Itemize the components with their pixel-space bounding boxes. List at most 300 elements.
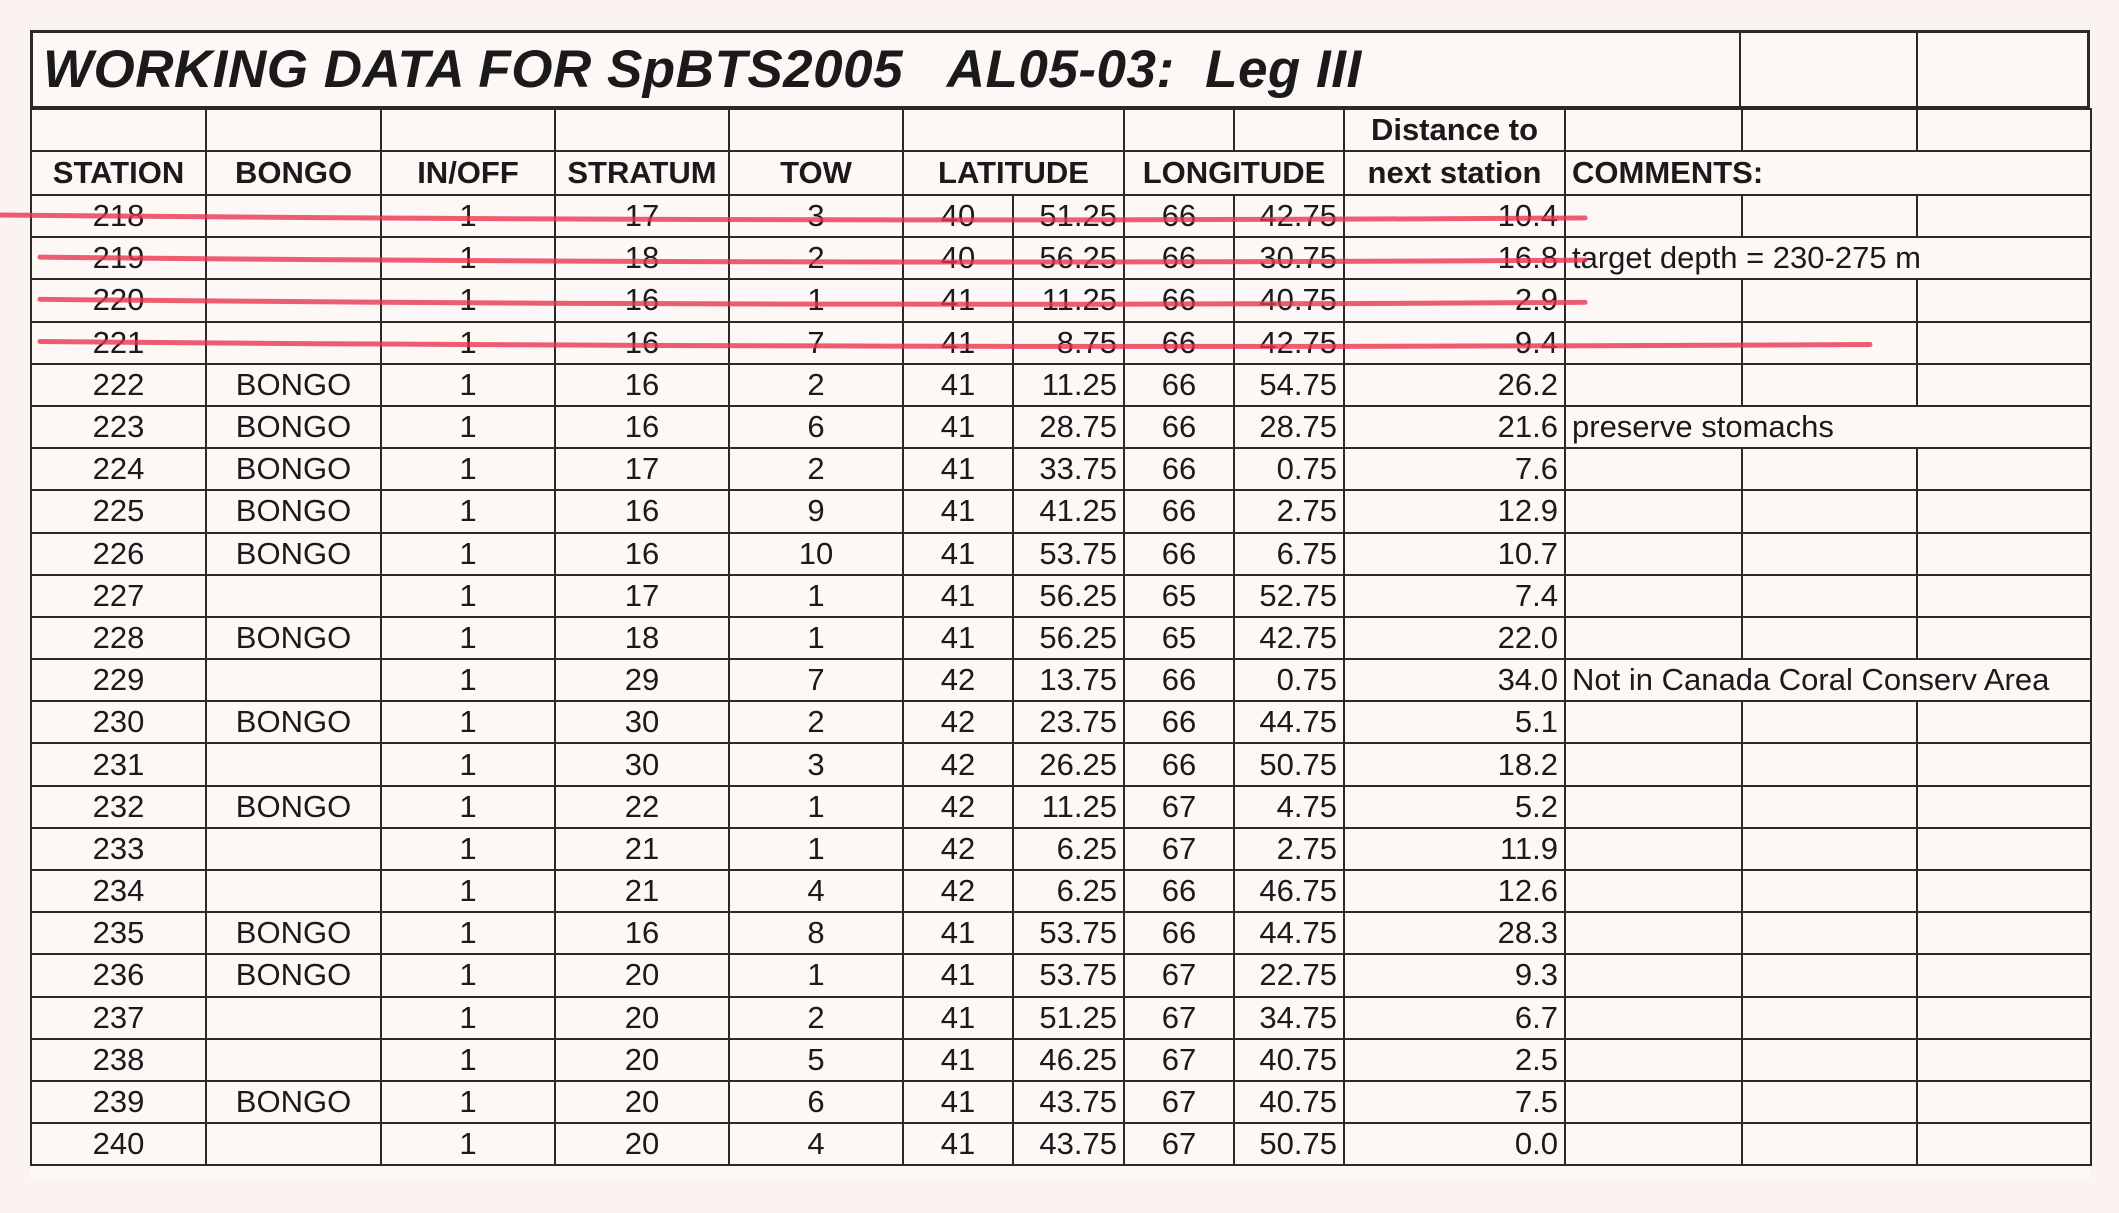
tow-cell: 2 [729,237,903,279]
distance-cell: 34.0 [1344,659,1565,701]
longitude-degrees-cell: 66 [1124,743,1234,785]
table-row [31,786,2091,828]
empty-cell [1742,828,1917,870]
station-cell: 226 [31,533,206,575]
station-cell: 238 [31,1039,206,1081]
distance-cell: 10.4 [1344,195,1565,237]
bongo-cell: BONGO [206,701,381,743]
latitude-degrees-cell: 41 [903,1123,1013,1165]
longitude-minutes-cell: 46.75 [1234,870,1344,912]
table-row [31,617,2091,659]
longitude-minutes-cell: 0.75 [1234,659,1344,701]
table-row [31,659,2091,701]
longitude-minutes-cell: 30.75 [1234,237,1344,279]
latitude-degrees-cell: 42 [903,870,1013,912]
empty-cell [1917,195,2091,237]
distance-cell: 7.6 [1344,448,1565,490]
header-blank [555,109,729,151]
empty-cell [1917,364,2091,406]
tow-cell: 4 [729,1123,903,1165]
tow-cell: 6 [729,406,903,448]
comment-cell [1565,1081,1742,1123]
empty-cell [1742,448,1917,490]
empty-cell [1742,870,1917,912]
latitude-minutes-cell: 56.25 [1013,575,1124,617]
in-off-cell: 1 [381,448,555,490]
tow-cell: 10 [729,533,903,575]
tow-cell: 4 [729,870,903,912]
stratum-cell: 18 [555,617,729,659]
comment-cell [1565,997,1742,1039]
station-cell: 231 [31,743,206,785]
comment-cell [1565,195,1742,237]
empty-cell [1742,1123,1917,1165]
latitude-minutes-cell: 8.75 [1013,322,1124,364]
empty-cell [1917,533,2091,575]
comment-cell [1565,490,1742,532]
in-off-cell: 1 [381,364,555,406]
in-off-cell: 1 [381,1123,555,1165]
comment-cell [1565,912,1742,954]
tow-cell: 2 [729,448,903,490]
header-row-top [31,109,2091,151]
in-off-cell: 1 [381,195,555,237]
empty-cell [1742,617,1917,659]
longitude-degrees-cell: 67 [1124,954,1234,996]
comment-cell [1565,786,1742,828]
station-cell: 230 [31,701,206,743]
longitude-degrees-cell: 66 [1124,490,1234,532]
bongo-cell: BONGO [206,1081,381,1123]
comments-header: COMMENTS: [1565,151,2091,195]
comment-cell [1565,1039,1742,1081]
station-cell: 223 [31,406,206,448]
longitude-degrees-cell: 66 [1124,364,1234,406]
distance-cell: 0.0 [1344,1123,1565,1165]
latitude-degrees-cell: 40 [903,237,1013,279]
distance-cell: 7.4 [1344,575,1565,617]
tow-cell: 2 [729,997,903,1039]
bongo-cell [206,575,381,617]
latitude-degrees-cell: 41 [903,448,1013,490]
longitude-degrees-cell: 67 [1124,1123,1234,1165]
empty-cell [1917,1081,2091,1123]
table-row [31,701,2091,743]
stratum-cell: 17 [555,195,729,237]
latitude-degrees-cell: 41 [903,997,1013,1039]
station-cell: 239 [31,1081,206,1123]
latitude-degrees-cell: 42 [903,786,1013,828]
distance-cell: 2.5 [1344,1039,1565,1081]
table-body [31,195,2091,1165]
table-row [31,954,2091,996]
longitude-degrees-cell: 66 [1124,701,1234,743]
longitude-degrees-cell: 67 [1124,786,1234,828]
longitude-minutes-cell: 42.75 [1234,322,1344,364]
empty-cell [1742,279,1917,321]
latitude-degrees-cell: 41 [903,279,1013,321]
stratum-header: STRATUM [555,151,729,195]
in-off-cell: 1 [381,828,555,870]
longitude-minutes-cell: 40.75 [1234,1039,1344,1081]
in-off-cell: 1 [381,1081,555,1123]
in-off-cell: 1 [381,786,555,828]
in-off-cell: 1 [381,322,555,364]
distance-cell: 22.0 [1344,617,1565,659]
empty-cell [1917,279,2091,321]
stratum-cell: 29 [555,659,729,701]
latitude-minutes-cell: 53.75 [1013,912,1124,954]
empty-cell [1917,997,2091,1039]
longitude-minutes-cell: 2.75 [1234,490,1344,532]
comment-cell [1565,575,1742,617]
latitude-degrees-cell: 42 [903,701,1013,743]
longitude-degrees-cell: 66 [1124,322,1234,364]
latitude-minutes-cell: 56.25 [1013,237,1124,279]
empty-cell [1917,786,2091,828]
bongo-cell: BONGO [206,912,381,954]
title-blank-cell [1739,33,1916,106]
tow-cell: 6 [729,1081,903,1123]
table-row [31,490,2091,532]
tow-header: TOW [729,151,903,195]
stratum-cell: 20 [555,1039,729,1081]
stratum-cell: 22 [555,786,729,828]
longitude-minutes-cell: 44.75 [1234,912,1344,954]
empty-cell [1742,997,1917,1039]
longitude-degrees-cell: 66 [1124,912,1234,954]
tow-cell: 1 [729,279,903,321]
longitude-degrees-cell: 66 [1124,659,1234,701]
header-blank [206,109,381,151]
bongo-cell: BONGO [206,448,381,490]
latitude-minutes-cell: 6.25 [1013,828,1124,870]
comment-cell [1565,743,1742,785]
bongo-cell [206,870,381,912]
stratum-cell: 16 [555,533,729,575]
empty-cell [1917,448,2091,490]
stratum-cell: 16 [555,279,729,321]
longitude-minutes-cell: 50.75 [1234,743,1344,785]
longitude-minutes-cell: 40.75 [1234,1081,1344,1123]
in-off-cell: 1 [381,490,555,532]
bongo-cell [206,1039,381,1081]
longitude-header: LONGITUDE [1124,151,1344,195]
latitude-degrees-cell: 41 [903,533,1013,575]
longitude-degrees-cell: 66 [1124,870,1234,912]
bongo-header: BONGO [206,151,381,195]
empty-cell [1742,195,1917,237]
bongo-cell [206,1123,381,1165]
tow-cell: 1 [729,828,903,870]
station-cell: 233 [31,828,206,870]
table-row [31,1039,2091,1081]
in-off-cell: 1 [381,659,555,701]
empty-cell [1742,743,1917,785]
station-cell: 224 [31,448,206,490]
comment-cell [1565,533,1742,575]
latitude-degrees-cell: 41 [903,1039,1013,1081]
latitude-minutes-cell: 43.75 [1013,1123,1124,1165]
in-off-cell: 1 [381,406,555,448]
bongo-cell [206,322,381,364]
longitude-degrees-cell: 66 [1124,406,1234,448]
latitude-minutes-cell: 26.25 [1013,743,1124,785]
station-cell: 218 [31,195,206,237]
longitude-degrees-cell: 66 [1124,195,1234,237]
empty-cell [1917,1123,2091,1165]
longitude-degrees-cell: 67 [1124,1039,1234,1081]
latitude-minutes-cell: 46.25 [1013,1039,1124,1081]
in-off-cell: 1 [381,617,555,659]
latitude-minutes-cell: 53.75 [1013,954,1124,996]
distance-cell: 6.7 [1344,997,1565,1039]
in-off-cell: 1 [381,912,555,954]
table-row [31,195,2091,237]
station-cell: 225 [31,490,206,532]
header-blank [1742,109,1917,151]
distance-cell: 26.2 [1344,364,1565,406]
in-off-cell: 1 [381,279,555,321]
empty-cell [1742,701,1917,743]
station-cell: 221 [31,322,206,364]
bongo-cell [206,195,381,237]
tow-cell: 2 [729,701,903,743]
in-off-cell: 1 [381,533,555,575]
latitude-minutes-cell: 13.75 [1013,659,1124,701]
bongo-cell: BONGO [206,617,381,659]
header-blank [729,109,903,151]
header-blank [31,109,206,151]
empty-cell [1917,912,2091,954]
table-row [31,448,2091,490]
table-row [31,279,2091,321]
latitude-minutes-cell: 51.25 [1013,195,1124,237]
table-row [31,575,2091,617]
tow-cell: 1 [729,617,903,659]
latitude-degrees-cell: 42 [903,659,1013,701]
station-cell: 222 [31,364,206,406]
stratum-cell: 17 [555,575,729,617]
latitude-degrees-cell: 41 [903,322,1013,364]
empty-cell [1742,364,1917,406]
longitude-degrees-cell: 66 [1124,279,1234,321]
bongo-cell [206,743,381,785]
table-row [31,406,2091,448]
bongo-cell [206,659,381,701]
latitude-minutes-cell: 56.25 [1013,617,1124,659]
distance-cell: 7.5 [1344,1081,1565,1123]
tow-cell: 8 [729,912,903,954]
tow-cell: 3 [729,743,903,785]
tow-cell: 1 [729,575,903,617]
latitude-degrees-cell: 42 [903,828,1013,870]
tow-cell: 2 [729,364,903,406]
station-cell: 232 [31,786,206,828]
distance-cell: 10.7 [1344,533,1565,575]
empty-cell [1742,1039,1917,1081]
in-off-cell: 1 [381,997,555,1039]
longitude-minutes-cell: 34.75 [1234,997,1344,1039]
station-header: STATION [31,151,206,195]
bongo-cell [206,828,381,870]
latitude-minutes-cell: 51.25 [1013,997,1124,1039]
stratum-cell: 20 [555,1081,729,1123]
longitude-degrees-cell: 66 [1124,533,1234,575]
table-row [31,870,2091,912]
distance-header-top: Distance to [1344,109,1565,151]
stratum-cell: 16 [555,490,729,532]
distance-cell: 5.1 [1344,701,1565,743]
latitude-degrees-cell: 41 [903,1081,1013,1123]
bongo-cell: BONGO [206,364,381,406]
empty-cell [1742,575,1917,617]
latitude-degrees-cell: 41 [903,406,1013,448]
distance-cell: 12.6 [1344,870,1565,912]
longitude-degrees-cell: 65 [1124,617,1234,659]
tow-cell: 7 [729,659,903,701]
empty-cell [1917,954,2091,996]
stratum-cell: 21 [555,870,729,912]
header-blank [381,109,555,151]
table-row [31,1123,2091,1165]
bongo-cell [206,237,381,279]
in-off-cell: 1 [381,1039,555,1081]
tow-cell: 5 [729,1039,903,1081]
table-row [31,743,2091,785]
longitude-minutes-cell: 22.75 [1234,954,1344,996]
stratum-cell: 20 [555,1123,729,1165]
tow-cell: 9 [729,490,903,532]
station-cell: 227 [31,575,206,617]
latitude-minutes-cell: 53.75 [1013,533,1124,575]
in-off-cell: 1 [381,870,555,912]
empty-cell [1917,743,2091,785]
bongo-cell: BONGO [206,786,381,828]
comment-cell [1565,954,1742,996]
longitude-degrees-cell: 65 [1124,575,1234,617]
comment-cell [1565,279,1742,321]
empty-cell [1742,912,1917,954]
empty-cell [1917,322,2091,364]
bongo-cell [206,997,381,1039]
empty-cell [1742,533,1917,575]
stratum-cell: 18 [555,237,729,279]
empty-cell [1917,575,2091,617]
distance-header: next station [1344,151,1565,195]
distance-cell: 18.2 [1344,743,1565,785]
comment-cell: preserve stomachs [1565,406,2091,448]
station-table [30,108,2092,1166]
longitude-degrees-cell: 67 [1124,997,1234,1039]
latitude-minutes-cell: 33.75 [1013,448,1124,490]
station-cell: 220 [31,279,206,321]
latitude-header: LATITUDE [903,151,1124,195]
header-blank [1917,109,2091,151]
comment-cell [1565,701,1742,743]
station-cell: 237 [31,997,206,1039]
longitude-minutes-cell: 42.75 [1234,617,1344,659]
empty-cell [1917,1039,2091,1081]
table-row [31,912,2091,954]
stratum-cell: 20 [555,997,729,1039]
bongo-cell: BONGO [206,406,381,448]
latitude-minutes-cell: 6.25 [1013,870,1124,912]
latitude-degrees-cell: 41 [903,575,1013,617]
latitude-degrees-cell: 42 [903,743,1013,785]
header-row [31,151,2091,195]
stratum-cell: 17 [555,448,729,490]
distance-cell: 5.2 [1344,786,1565,828]
latitude-degrees-cell: 41 [903,490,1013,532]
in-off-cell: 1 [381,743,555,785]
tow-cell: 1 [729,786,903,828]
stratum-cell: 16 [555,406,729,448]
empty-cell [1742,954,1917,996]
longitude-minutes-cell: 4.75 [1234,786,1344,828]
empty-cell [1742,490,1917,532]
station-cell: 219 [31,237,206,279]
header-blank [1124,109,1234,151]
longitude-minutes-cell: 6.75 [1234,533,1344,575]
stratum-cell: 16 [555,912,729,954]
station-cell: 235 [31,912,206,954]
latitude-minutes-cell: 28.75 [1013,406,1124,448]
table-row [31,237,2091,279]
comment-cell: target depth = 230-275 m [1565,237,2091,279]
latitude-degrees-cell: 41 [903,617,1013,659]
table-row [31,828,2091,870]
empty-cell [1742,786,1917,828]
longitude-degrees-cell: 67 [1124,828,1234,870]
header-blank [1565,109,1742,151]
tow-cell: 1 [729,954,903,996]
longitude-degrees-cell: 66 [1124,237,1234,279]
title-row [30,30,2090,108]
longitude-minutes-cell: 54.75 [1234,364,1344,406]
latitude-minutes-cell: 11.25 [1013,786,1124,828]
bongo-cell: BONGO [206,490,381,532]
latitude-degrees-cell: 41 [903,364,1013,406]
in-off-cell: 1 [381,954,555,996]
empty-cell [1742,322,1917,364]
longitude-minutes-cell: 44.75 [1234,701,1344,743]
table-row [31,322,2091,364]
distance-cell: 11.9 [1344,828,1565,870]
comment-cell: Not in Canada Coral Conserv Area [1565,659,2091,701]
longitude-minutes-cell: 52.75 [1234,575,1344,617]
station-cell: 240 [31,1123,206,1165]
distance-cell: 21.6 [1344,406,1565,448]
bongo-cell: BONGO [206,954,381,996]
empty-cell [1742,1081,1917,1123]
in-off-cell: 1 [381,701,555,743]
comment-cell [1565,322,1742,364]
longitude-minutes-cell: 0.75 [1234,448,1344,490]
table-row [31,533,2091,575]
latitude-minutes-cell: 41.25 [1013,490,1124,532]
stratum-cell: 21 [555,828,729,870]
table-row [31,997,2091,1039]
longitude-minutes-cell: 42.75 [1234,195,1344,237]
bongo-cell: BONGO [206,533,381,575]
longitude-minutes-cell: 50.75 [1234,1123,1344,1165]
latitude-minutes-cell: 11.25 [1013,279,1124,321]
in-off-cell: 1 [381,575,555,617]
latitude-minutes-cell: 23.75 [1013,701,1124,743]
header-blank [903,109,1124,151]
comment-cell [1565,1123,1742,1165]
